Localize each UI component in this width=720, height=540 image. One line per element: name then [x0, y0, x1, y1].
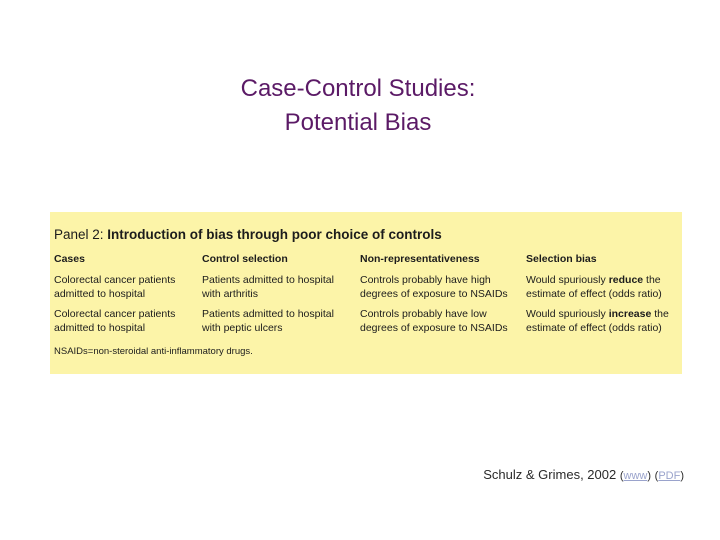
row-1-control-line-1: Patients admitted to hospital	[202, 274, 334, 286]
row-2-nonrep-line-2: degrees of exposure to NSAIDs	[360, 322, 508, 334]
column-header-cases: Cases	[54, 253, 85, 265]
row-2-control-line-1: Patients admitted to hospital	[202, 308, 334, 320]
panel-heading-prefix: Panel 2:	[54, 227, 108, 242]
row-1-bias-keyword: reduce	[608, 274, 644, 286]
slide-title-line-1: Case-Control Studies:	[240, 75, 476, 102]
column-header-control-selection: Control selection	[202, 253, 288, 265]
www-link[interactable]: www	[623, 470, 648, 482]
row-2-nonrep-line-1: Controls probably have low	[360, 308, 487, 320]
row-2-bias-pre: Would spuriously	[526, 308, 609, 320]
citation-www-close: )	[647, 470, 652, 482]
row-1-bias-line-2: estimate of effect (odds ratio)	[526, 288, 662, 300]
row-1-bias-pre: Would spuriously	[526, 274, 609, 286]
row-2-control-selection	[202, 307, 334, 335]
row-1-nonrep-line-2: degrees of exposure to NSAIDs	[360, 288, 508, 300]
citation-pdf-close: )	[680, 470, 684, 482]
table-footnote: NSAIDs=non-steroidal anti-inflammatory drugs.	[54, 346, 253, 357]
citation	[483, 467, 684, 482]
row-1-control-selection	[202, 273, 334, 301]
citation-pdf-open: (	[654, 470, 659, 482]
row-2-bias-line-2: estimate of effect (odds ratio)	[526, 322, 662, 334]
panel-heading-main: Introduction of bias through poor choice of controls	[107, 227, 442, 242]
slide-title-line-2: Potential Bias	[284, 109, 432, 136]
citation-www-open: (	[619, 470, 624, 482]
row-2-bias-keyword: increase	[608, 308, 652, 320]
panel-heading	[54, 227, 442, 242]
row-2-non-representativeness	[360, 307, 508, 335]
column-header-selection-bias: Selection bias	[526, 253, 597, 265]
row-1-non-representativeness	[360, 273, 508, 301]
row-1-cases-line-1: Colorectal cancer patients	[54, 274, 176, 286]
row-2-cases-line-1: Colorectal cancer patients	[54, 308, 176, 320]
pdf-link[interactable]: PDF	[658, 470, 681, 482]
row-1-control-line-2: with arthritis	[202, 288, 259, 300]
row-1-cases	[54, 273, 175, 301]
column-header-non-representativeness: Non-representativeness	[360, 253, 480, 265]
row-2-bias-line-1	[526, 307, 669, 321]
row-2-cases	[54, 307, 175, 335]
row-1-cases-line-2: admitted to hospital	[54, 288, 146, 300]
bias-table-panel	[50, 212, 682, 374]
row-2-control-line-2: with peptic ulcers	[202, 322, 283, 334]
row-1-bias-line-1	[526, 273, 662, 287]
row-2-cases-line-2: admitted to hospital	[54, 322, 146, 334]
row-1-bias-post: the	[643, 274, 661, 286]
row-1-selection-bias	[526, 273, 662, 301]
citation-text: Schulz & Grimes, 2002	[483, 467, 617, 482]
slide-title	[0, 72, 716, 140]
row-2-selection-bias	[526, 307, 669, 335]
row-2-bias-post: the	[651, 308, 669, 320]
row-1-nonrep-line-1: Controls probably have high	[360, 274, 491, 286]
